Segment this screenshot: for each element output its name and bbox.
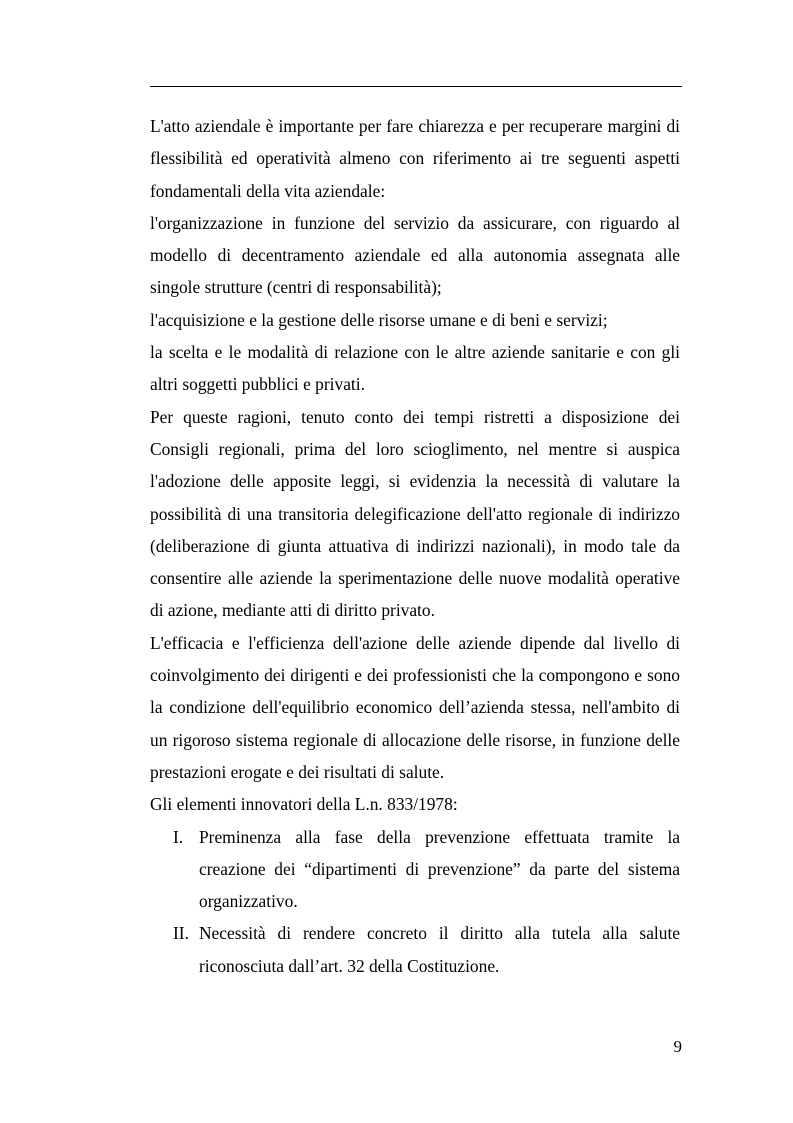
innovations-list [150, 821, 680, 982]
page-number: 9 [673, 1037, 682, 1056]
paragraph-ragioni: Per queste ragioni, tenuto conto dei tempi ristretti a disposizione dei Consigli regionali, prima del loro scioglimento, nel mentre si auspica l'adozione delle apposite leggi, si evidenzia la necessità di valutare la possibilità di una transitoria delegificazione dell'atto regionale di indirizzo (deliberazione di giunta attuativa di indirizzi nazionali), in modo tale da consentire alle aziende la sperimentazione delle nuove modalità operative di azione, mediante atti di diritto privato. [150, 406, 680, 621]
paragraph-efficacia: L'efficacia e l'efficienza dell'azione delle aziende dipende dal livello di coinvolgimento dei dirigenti e dei professionisti che la compongono e sono la condizione dell'equilibrio economico dell’azienda stessa, nell'ambito di un rigoroso sistema regionale di allocazione delle risorse, in funzione delle prestazioni erogate e dei risultati di salute. [150, 632, 680, 782]
paragraph-atto-aziendale: L'atto aziendale è importante per fare chiarezza e per recuperare margini di flessibilità ed operatività almeno con riferimento ai tre seguenti aspetti fondamentali della vita aziendale: [150, 116, 680, 201]
paragraph-elementi-innovatori: Gli elementi innovatori della L.n. 833/1978: [150, 794, 458, 815]
page-body [150, 110, 680, 982]
header-rule [150, 86, 682, 87]
list-item-text: Necessità di rendere concreto il diritto alla tutela alla salute riconosciuta dall’art. 32 della Costituzione. [199, 923, 680, 976]
paragraph-acquisizione: l'acquisizione e la gestione delle risorse umane e di beni e servizi; [150, 309, 608, 330]
paragraph-scelta: la scelta e le modalità di relazione con le altre aziende sanitarie e con gli altri soggetti pubblici e privati. [150, 342, 680, 395]
list-item [150, 917, 680, 982]
list-item-marker: I. [173, 826, 184, 847]
list-item-marker: II. [173, 923, 189, 944]
list-item [150, 821, 680, 918]
paragraph-organizzazione: l'organizzazione in funzione del servizio da assicurare, con riguardo al modello di decentramento aziendale ed alla autonomia assegnata alle singole strutture (centri di responsabilità); [150, 212, 680, 298]
list-item-text: Preminenza alla fase della prevenzione effettuata tramite la creazione dei “dipartimenti di prevenzione” da parte del sistema organizzativo. [199, 826, 680, 912]
